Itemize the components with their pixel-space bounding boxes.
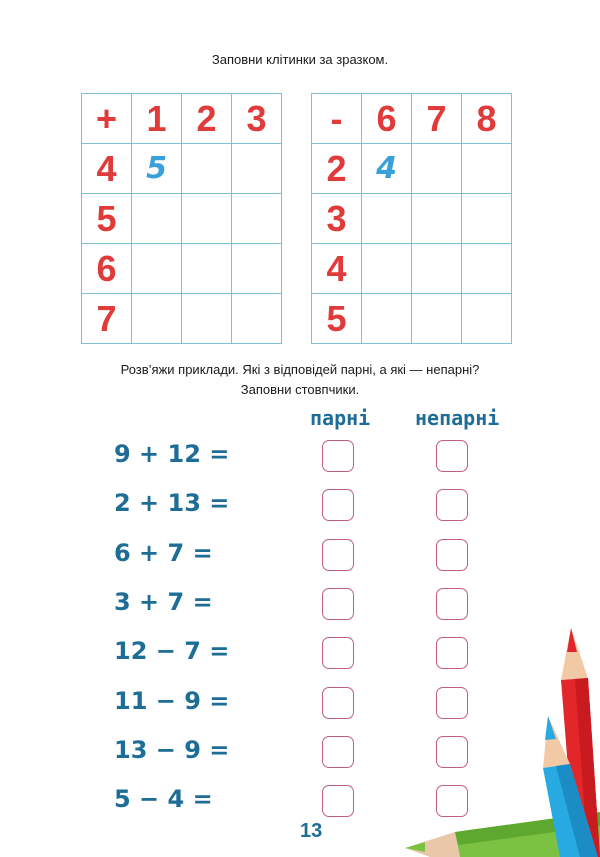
grid-header-cell: 5 — [82, 194, 132, 244]
grid-answer-cell[interactable]: 4 — [362, 144, 412, 194]
math-example: 9 + 12 = — [114, 440, 230, 468]
grid-header-cell: 3 — [232, 94, 282, 144]
task1-instruction: Заповни клітинки за зразком. — [211, 52, 389, 67]
grid-header-cell: 7 — [82, 294, 132, 344]
grid-header-cell: 2 — [312, 144, 362, 194]
task2-instruction-line2: Заповни стовпчики. — [240, 382, 360, 397]
math-example: 5 − 4 = — [114, 785, 213, 814]
grid-header-cell: 4 — [312, 244, 362, 294]
grid-header-cell: 8 — [462, 94, 512, 144]
grid-answer-cell[interactable]: 5 — [132, 144, 182, 194]
math-example: 2 + 13 = — [114, 489, 230, 518]
grid-header-cell: 3 — [312, 194, 362, 244]
math-example: 13 − 9 = — [114, 735, 230, 764]
page-number: 13 — [300, 820, 323, 842]
grid-header-cell: 5 — [312, 294, 362, 344]
math-example: 11 − 9 = — [114, 686, 230, 715]
math-example: 12 − 7 = — [114, 637, 230, 666]
grid-header-cell: 4 — [82, 144, 132, 194]
grid-header-cell: - — [312, 94, 362, 144]
grid-header-cell: 6 — [362, 94, 412, 144]
math-example: 3 + 7 = — [114, 587, 213, 616]
grid-header-cell: 7 — [412, 94, 462, 144]
grid-header-cell: 1 — [132, 94, 182, 144]
grid-header-cell: 2 — [182, 94, 232, 144]
task2-instruction-line1: Розв’яжи приклади. Які з відповідей парні, а які — непарні? — [120, 362, 480, 377]
grid-header-cell: 6 — [82, 244, 132, 294]
grid-header-cell: + — [82, 94, 132, 144]
math-example: 6 + 7 = — [114, 538, 213, 567]
column-odd-header: непарні — [415, 406, 500, 430]
column-even-header: парні — [310, 406, 371, 430]
